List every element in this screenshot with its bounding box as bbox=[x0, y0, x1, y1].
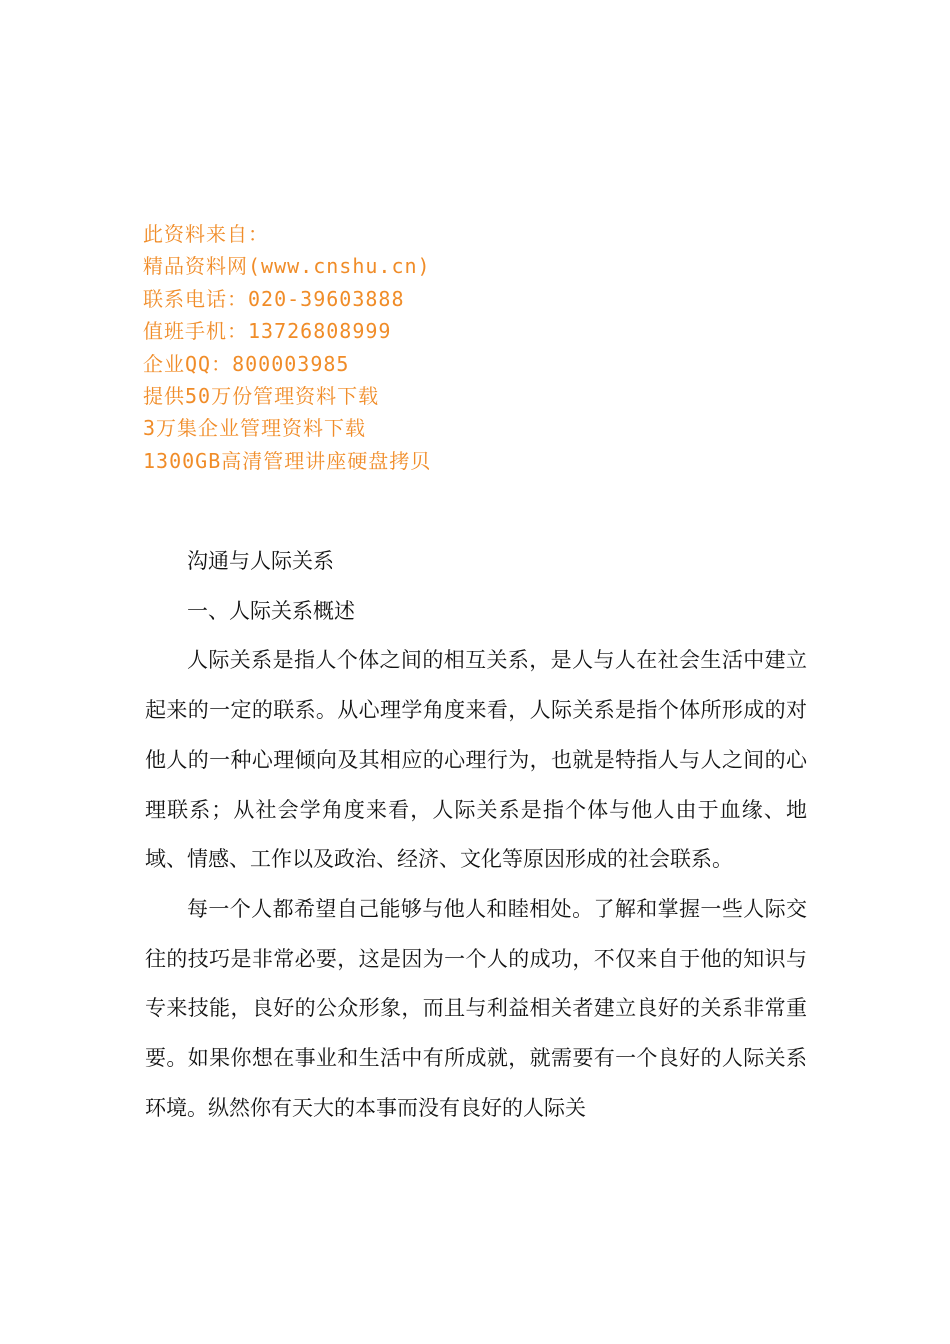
source-line-offer-1: 提供50万份管理资料下载 bbox=[143, 384, 380, 409]
section-heading: 一、人际关系概述 bbox=[187, 598, 355, 623]
source-info-block bbox=[143, 218, 803, 477]
source-line-mobile: 值班手机：13726808999 bbox=[143, 319, 392, 344]
article-body bbox=[145, 537, 807, 1133]
source-line-offer-3: 1300GB高清管理讲座硬盘拷贝 bbox=[143, 448, 432, 473]
paragraph-definition: 人际关系是指人个体之间的相互关系，是人与人在社会生活中建立起来的一定的联系。从心理学角度来看，人际关系是指个体所形成的对他人的一种心理倾向及其相应的心理行为，也就是特指人与人之间的心理联系；从社会学角度来看，人际关系是指个体与他人由于血缘、地域、情感、工作以及政治、经济、文化等原因形成的社会联系。 bbox=[145, 648, 807, 872]
source-line-phone: 联系电话：020-39603888 bbox=[143, 286, 405, 311]
source-line-from: 此资料来自： bbox=[143, 222, 269, 246]
source-line-qq: 企业QQ：800003985 bbox=[143, 351, 350, 376]
document-title: 沟通与人际关系 bbox=[187, 549, 334, 573]
source-line-offer-2: 3万集企业管理资料下载 bbox=[143, 416, 367, 441]
source-line-website: 精品资料网(www.cnshu.cn) bbox=[143, 254, 431, 279]
paragraph-importance: 每一个人都希望自己能够与他人和睦相处。了解和掌握一些人际交往的技巧是非常必要，这是因为一个人的成功，不仅来自于他的知识与专来技能，良好的公众形象，而且与利益相关者建立良好的关系非常重要。如果你想在事业和生活中有所成就，就需要有一个良好的人际关系环境。纵然你有天大的本事而没有良好的人际关 bbox=[145, 896, 807, 1120]
